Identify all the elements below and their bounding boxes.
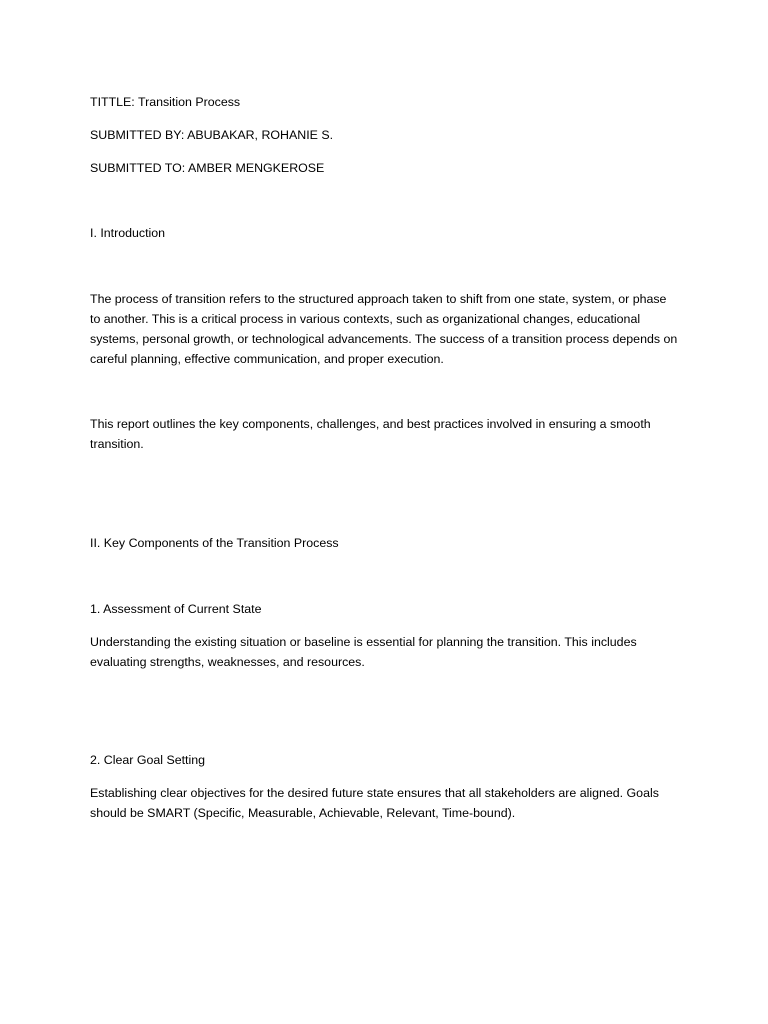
introduction-paragraph: The process of transition refers to the structured approach taken to shift from one state, system, or phase to another. This is a critical process in various contexts, such as organizational changes, educational systems, personal growth, or technological advancements. The success of a transition process depends on careful planning, effective communication, and proper execution. xyxy=(90,292,678,366)
assessment-paragraph: Understanding the existing situation or baseline is essential for planning the transition. This includes evaluating strengths, weaknesses, and resources. xyxy=(90,635,637,669)
submitted-by-line: SUBMITTED BY: ABUBAKAR, ROHANIE S. xyxy=(90,128,334,142)
key-components-heading: II. Key Components of the Transition Process xyxy=(90,536,339,550)
goal-setting-paragraph: Establishing clear objectives for the desired future state ensures that all stakeholders are aligned. Goals should be SMART (Specific, Measurable, Achievable, Relevant, Time-bound). xyxy=(90,786,659,820)
introduction-heading: I. Introduction xyxy=(90,226,166,240)
goal-setting-heading: 2. Clear Goal Setting xyxy=(90,753,206,767)
assessment-heading: 1. Assessment of Current State xyxy=(90,602,262,616)
document-title-line: TITTLE: Transition Process xyxy=(90,95,241,109)
report-outline-paragraph: This report outlines the key components, challenges, and best practices involved in ensuring a smooth transition. xyxy=(90,417,651,451)
submitted-to-line: SUBMITTED TO: AMBER MENGKEROSE xyxy=(90,161,325,175)
